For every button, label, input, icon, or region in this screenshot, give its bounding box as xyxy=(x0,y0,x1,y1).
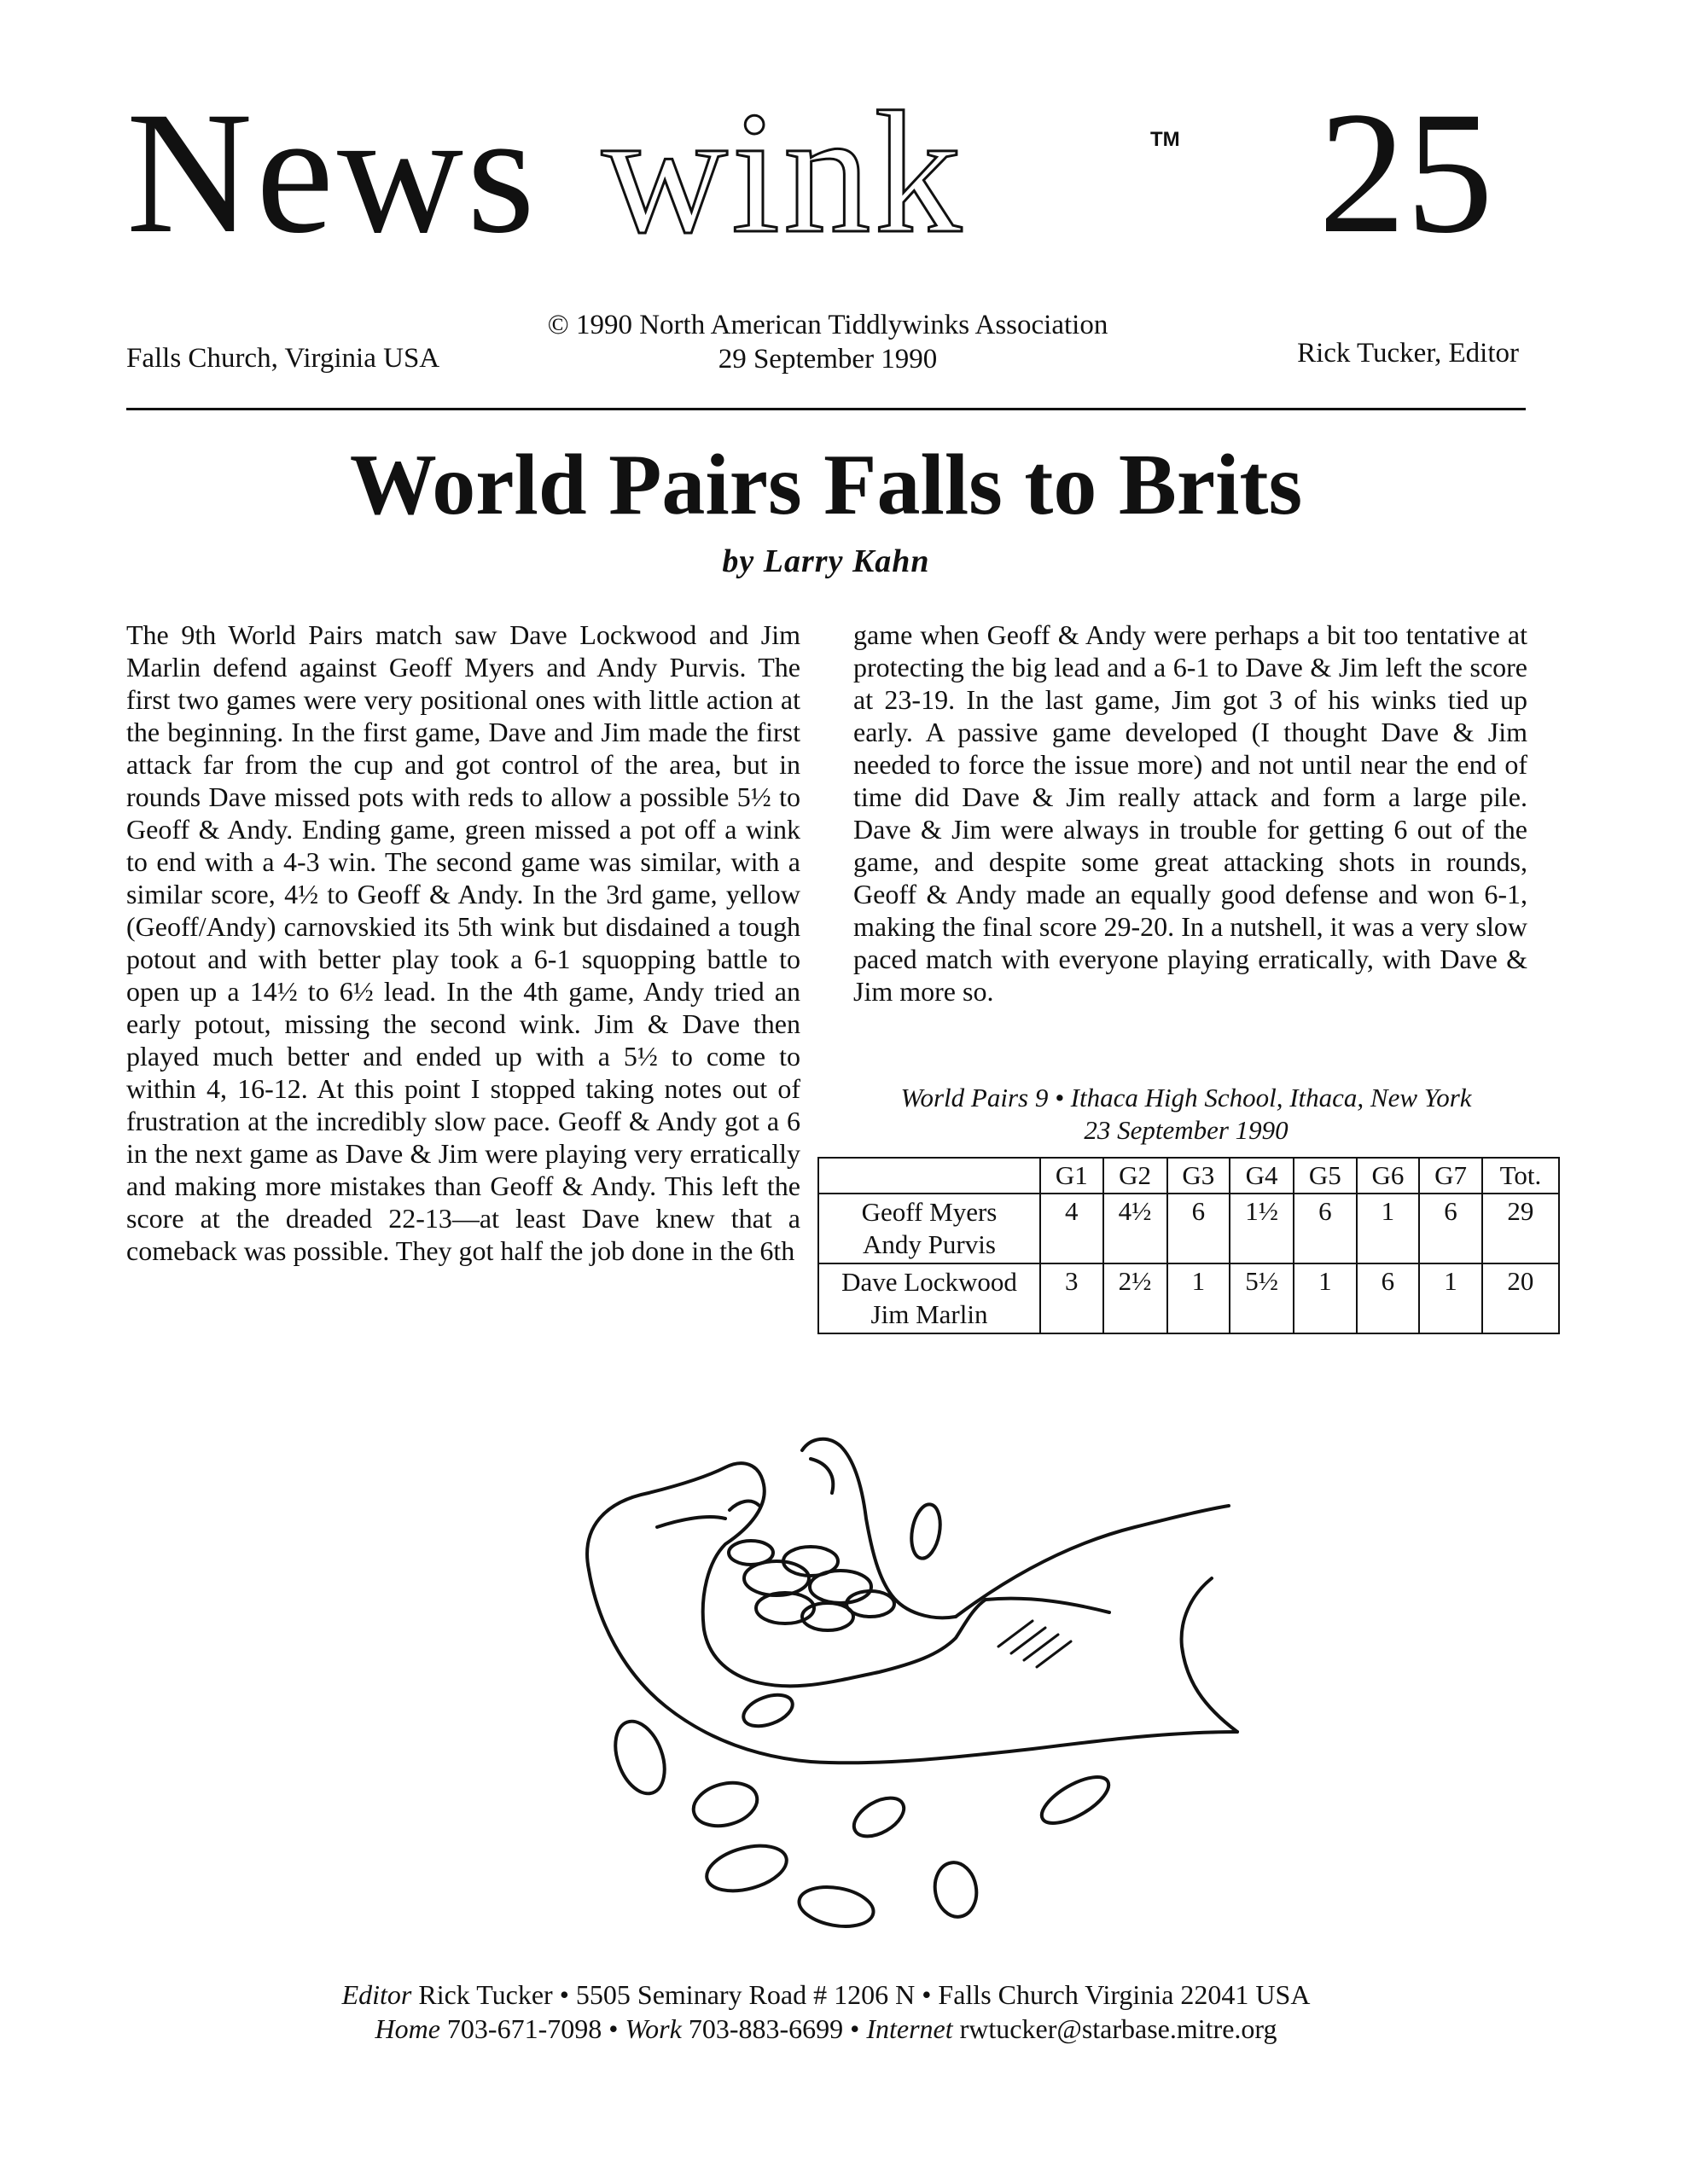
score-cell: 6 xyxy=(1419,1194,1482,1263)
footer-work-label: Work xyxy=(625,2013,682,2044)
issue-date: 29 September 1990 xyxy=(718,343,938,375)
footer-separator: • xyxy=(559,1979,569,2010)
total-cell: 20 xyxy=(1482,1263,1559,1333)
score-cell: 5½ xyxy=(1230,1263,1294,1333)
score-cell: 1 xyxy=(1419,1263,1482,1333)
footer-home-phone: 703-671-7098 xyxy=(446,2013,602,2044)
footer-address-line xyxy=(126,1979,1526,2011)
results-header-cell: G4 xyxy=(1230,1158,1294,1194)
results-header-row xyxy=(818,1158,1559,1194)
footer-email[interactable]: rwtucker@starbase.mitre.org xyxy=(959,2013,1277,2044)
player-name: Dave Lockwood xyxy=(841,1267,1017,1297)
masthead-title-plain: News xyxy=(126,76,538,270)
results-header-cell: G7 xyxy=(1419,1158,1482,1194)
masthead-title-outline: wink xyxy=(602,76,965,270)
team-cell xyxy=(818,1263,1040,1333)
score-cell: 1½ xyxy=(1230,1194,1294,1263)
footer-separator: • xyxy=(608,2013,619,2044)
article-byline: by Larry Kahn xyxy=(722,543,930,579)
copyright-line: © 1990 North American Tiddlywinks Association xyxy=(547,310,1108,340)
hand-with-winks-illustration xyxy=(555,1425,1544,1954)
player-name: Jim Marlin xyxy=(870,1299,988,1329)
score-cell: 4½ xyxy=(1103,1194,1167,1263)
results-header-cell: G1 xyxy=(1040,1158,1103,1194)
footer-separator: • xyxy=(850,2013,860,2044)
footer-work-phone: 703-883-6699 xyxy=(688,2013,844,2044)
score-cell: 1 xyxy=(1357,1194,1420,1263)
score-cell: 6 xyxy=(1167,1194,1230,1263)
score-cell: 3 xyxy=(1040,1263,1103,1333)
trademark-mark: TM xyxy=(1150,128,1180,151)
publication-place: Falls Church, Virginia USA xyxy=(126,343,440,374)
results-header-cell: G6 xyxy=(1357,1158,1420,1194)
footer-home-label: Home xyxy=(375,2013,440,2044)
results-table xyxy=(817,1157,1560,1334)
issue-number: 25 xyxy=(1318,76,1493,270)
results-header-cell: G2 xyxy=(1103,1158,1167,1194)
table-row xyxy=(818,1263,1559,1333)
results-caption xyxy=(845,1082,1527,1147)
score-cell: 4 xyxy=(1040,1194,1103,1263)
header-divider xyxy=(126,408,1526,410)
table-row xyxy=(818,1194,1559,1263)
footer-city: Falls Church Virginia 22041 USA xyxy=(938,1979,1311,2010)
player-name: Geoff Myers xyxy=(861,1197,998,1227)
team-cell xyxy=(818,1194,1040,1263)
results-caption-date: 23 September 1990 xyxy=(1084,1115,1289,1145)
score-cell: 1 xyxy=(1167,1263,1230,1333)
article-headline: World Pairs Falls to Brits xyxy=(349,437,1303,533)
copyright-block xyxy=(512,309,1143,376)
results-header-blank xyxy=(818,1158,1040,1194)
footer-contact-line xyxy=(126,2013,1526,2045)
footer-internet-label: Internet xyxy=(866,2013,953,2044)
results-header-cell: Tot. xyxy=(1482,1158,1559,1194)
results-caption-event: World Pairs 9 • Ithaca High School, Ithaca, New York xyxy=(900,1083,1472,1112)
footer-separator: • xyxy=(922,1979,932,2010)
article-column-left: The 9th World Pairs match saw Dave Lockwood and Jim Marlin defend against Geoff Myers and Andy Purvis. The first two games were very positional ones with little action at the beginning. In the first game, Dave and Jim made the first attack far from the cup and got control of the area, but in rounds Dave missed pots with reds to allow a possible 5½ to Geoff & Andy. Ending game, green missed a pot off a wink to end with a 4-3 win. The second game was similar, with a similar score, 4½ to Geoff & Andy. In the 3rd game, yellow (Geoff/Andy) carnovskied its 5th wink but disdained a tough potout and with better play took a 6-1 squopping battle to open up a 14½ to 6½ lead. In the 4th game, Andy tried an early potout, missing the second wink. Jim & Dave then played much better and ended up with a 5½ to come to within 4, 16-12. At this point I stopped taking notes out of frustration at the incredibly slow pace. Geoff & Andy got a 6 in the next game as Dave & Jim were playing very erratically and making more mistakes than Geoff & Andy. This left the score at the dreaded 22-13—at least Dave knew that a comeback was possible. They got half the job done in the 6th xyxy=(126,619,800,1266)
results-header-cell: G5 xyxy=(1294,1158,1357,1194)
total-cell: 29 xyxy=(1482,1194,1559,1263)
results-header-cell: G3 xyxy=(1167,1158,1230,1194)
score-cell: 6 xyxy=(1294,1194,1357,1263)
score-cell: 6 xyxy=(1357,1263,1420,1333)
score-cell: 2½ xyxy=(1103,1263,1167,1333)
footer-editor-label: Editor xyxy=(341,1979,412,2010)
article-column-right: game when Geoff & Andy were perhaps a bit too tentative at protecting the big lead and a 6-1 to Dave & Jim left the score at 23-19. In the last game, Jim got 3 of his winks tied up early. A passive game developed (I thought Dave & Jim needed to force the issue more) and not until near the end of time did Dave & Jim really attack and form a large pile. Dave & Jim were always in trouble for getting 6 out of the game, and despite some great attacking shots in rounds, Geoff & Andy made an equally good defense and won 6-1, making the final score 29-20. In a nutshell, it was a very slow paced match with everyone playing erratically, with Dave & Jim more so. xyxy=(853,619,1527,1007)
editor-credit: Rick Tucker, Editor xyxy=(1297,338,1519,369)
player-name: Andy Purvis xyxy=(863,1229,996,1259)
footer-editor-name: Rick Tucker xyxy=(418,1979,553,2010)
footer-street: 5505 Seminary Road # 1206 N xyxy=(575,1979,916,2010)
score-cell: 1 xyxy=(1294,1263,1357,1333)
